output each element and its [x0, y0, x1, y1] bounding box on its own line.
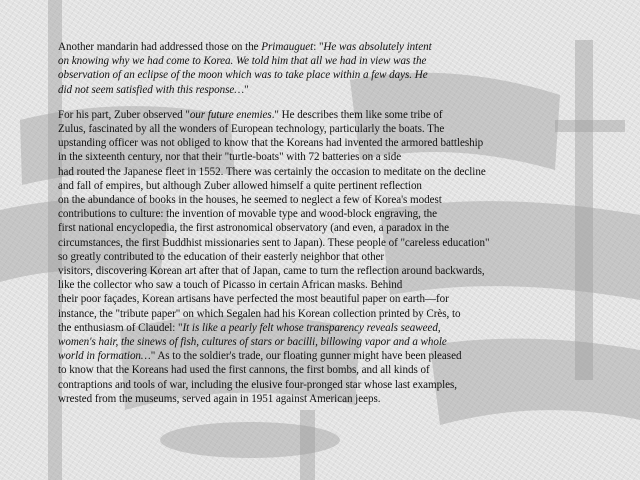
italic-text: He was absolutely intent [323, 41, 432, 53]
paragraph [58, 40, 636, 97]
text-line [58, 378, 636, 392]
italic-text: our future enemies [189, 108, 272, 121]
text-run: in the sixteenth century, nor that their "turtle-boats" with 72 batteries on a side [58, 151, 402, 164]
italic-text: Primauguet [261, 41, 314, 53]
text-run: their poor façades, Korean artisans have perfected the most beautiful paper on earth—for [58, 293, 449, 306]
text-run: wrested from the museums, served again in 1951 against American jeeps. [58, 392, 381, 405]
text-run: contributions to culture: the invention of movable type and wood-block engraving, the [58, 208, 438, 221]
text-run: " As to the soldier's trade, our floating gunner might have been pleased [150, 350, 462, 363]
text-run: like the collector who saw a touch of Picasso in certain African masks. Behind [58, 279, 403, 292]
italic-text: observation of an eclipse of the moon which was to take place within a few days. He [58, 69, 428, 82]
italic-text: on knowing why we had come to Korea. We told him that all we had in view was the [58, 55, 427, 68]
text-line [58, 150, 636, 164]
italic-text: did not seem satisfied with this response… [58, 83, 245, 96]
text-run: had routed the Japanese fleet in 1552. There was certainly the occasion to meditate on the decline [58, 165, 486, 178]
text-line [58, 136, 636, 150]
text-run: the enthusiasm of Claudel: " [58, 321, 183, 334]
text-run: first national encyclopedia, the first astronomical observatory (and even, a paradox in the [58, 222, 449, 235]
text-run: so greatly contributed to the education of their easterly neighbor that other [58, 250, 385, 263]
text-line [58, 179, 636, 193]
text-line [58, 193, 636, 207]
text-line [58, 335, 636, 349]
text-line [58, 122, 636, 136]
text-line [58, 278, 636, 292]
text-line [58, 236, 636, 250]
text-line [58, 108, 636, 122]
italic-text: It is like a pearly felt whose transparency reveals seaweed, [182, 321, 441, 334]
text-line [58, 83, 636, 97]
text-line [58, 68, 636, 82]
text-run: Zulus, fascinated by all the wonders of European technology, particularly the boats. The [58, 123, 445, 136]
text-line [58, 349, 636, 363]
text-run: instance, the "tribute paper" on which Segalen had his Korean collection printed by Crès, to [58, 307, 461, 320]
text-line [58, 292, 636, 306]
text-line [58, 321, 636, 335]
text-run: Another mandarin had addressed those on the [58, 41, 262, 53]
text-line [58, 307, 636, 321]
text-run: contraptions and tools of war, including the elusive four-pronged star whose last examples, [58, 378, 457, 391]
text-line [58, 264, 636, 278]
italic-text: women's hair, the sinews of fish, cultures of stars or bacilli, billowing vapor and a whole [58, 336, 447, 349]
text-run: upstanding officer was not obliged to know that the Koreans had invented the armored battleship [58, 137, 484, 150]
paragraph [58, 108, 636, 406]
text-run: ." He describes them like some tribe of [271, 108, 443, 121]
text-run: to know that the Koreans had used the first cannons, the first bombs, and all kinds of [58, 364, 430, 377]
text-line [58, 165, 636, 179]
text-line [58, 40, 636, 54]
text-run: For his part, Zuber observed " [58, 108, 190, 121]
text-run: circumstances, the first Buddhist missionaries sent to Japan). These people of "careless education" [58, 236, 490, 249]
text-line [58, 392, 636, 406]
text-run: and fall of empires, but although Zuber allowed himself a quite pertinent reflection [58, 179, 422, 192]
text-line [58, 250, 636, 264]
text-line [58, 363, 636, 377]
text-line [58, 54, 636, 68]
text-line [58, 221, 636, 235]
italic-text: world in formation… [58, 350, 151, 363]
text-run: on the abundance of books in the houses, he seemed to neglect a few of Korea's modest [58, 194, 442, 207]
text-run: visitors, discovering Korean art after that of Japan, came to turn the reflection around backwards, [58, 265, 485, 278]
article-text [58, 40, 636, 417]
text-line [58, 207, 636, 221]
text-run: " [244, 83, 249, 96]
text-run: : " [313, 41, 324, 53]
